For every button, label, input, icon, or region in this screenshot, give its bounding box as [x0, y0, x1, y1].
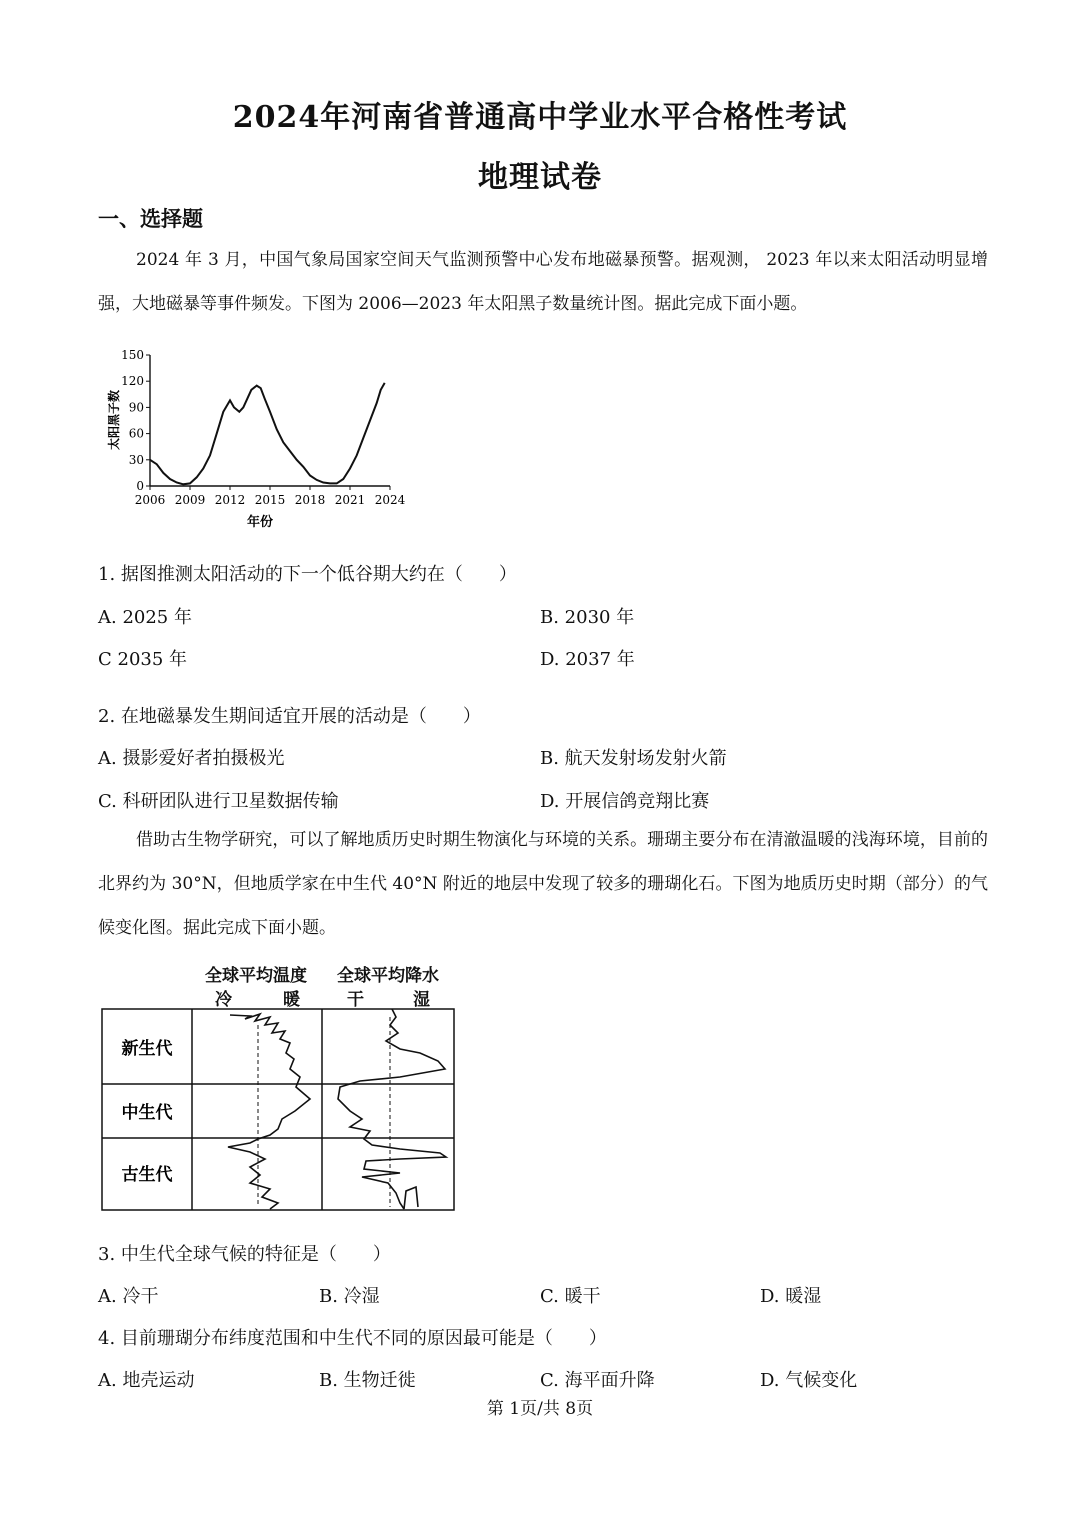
- chart-ticks: [121, 348, 406, 507]
- q2-option-c[interactable]: C. 科研团队进行卫星数据传输: [98, 791, 339, 812]
- climate-figure: [100, 1007, 460, 1212]
- temp-cold-label: 冷: [215, 990, 232, 1010]
- temp-header: 全球平均温度: [205, 966, 307, 986]
- y-tick-label: 30: [128, 452, 144, 467]
- x-tick-label: 2018: [294, 493, 326, 507]
- chart-ylabel: 太阳黑子数: [107, 389, 121, 451]
- x-tick-label: 2006: [134, 493, 166, 507]
- passage-2: 借助古生物学研究，可以了解地质历史时期生物演化与环境的关系。珊瑚主要分布在清澈温暖的浅海环境，目前的北界约为 30°N，但地质学家在中生代 40°N 附近的地层中发现了较多的珊瑚化石。下图为地质历史时期（部分）的气候变化图。据此完成下面小题。: [98, 830, 988, 938]
- q2-option-a[interactable]: A. 摄影爱好者拍摄极光: [98, 748, 285, 769]
- q4-option-b[interactable]: B. 生物迁徙: [319, 1370, 416, 1391]
- era-label-paleozoic: 古生代: [121, 1165, 173, 1185]
- passage-1: 2024 年 3 月，中国气象局国家空间天气监测预警中心发布地磁暴预警。据观测， 2023 年以来太阳活动明显增强，大地磁暴等事件频发。下图为 2006—2023 年太阳黑子数量统计图。据此完成下面小题。: [98, 250, 988, 314]
- q2-option-b[interactable]: B. 航天发射场发射火箭: [540, 748, 727, 769]
- q2-option-d[interactable]: D. 开展信鸽竞翔比赛: [540, 791, 710, 812]
- q3-option-c[interactable]: C. 暖干: [540, 1286, 601, 1307]
- x-tick-label: 2021: [334, 493, 366, 507]
- question-1: 1. 据图推测太阳活动的下一个低谷期大约在（ ）: [98, 564, 517, 585]
- q3-option-a[interactable]: A. 冷干: [98, 1286, 159, 1307]
- section-heading: 一、选择题: [98, 206, 203, 231]
- q1-option-c[interactable]: C 2035 年: [98, 649, 188, 670]
- exam-title: 2024年河南省普通高中学业水平合格性考试: [232, 100, 848, 135]
- x-tick-label: 2015: [254, 493, 286, 507]
- y-tick-label: 120: [121, 374, 144, 389]
- precip-wet-label: 湿: [413, 990, 430, 1010]
- q1-option-a[interactable]: A. 2025 年: [98, 607, 192, 628]
- q4-option-c[interactable]: C. 海平面升降: [540, 1370, 655, 1391]
- page-footer: 第 1页/共 8页: [486, 1399, 594, 1419]
- era-label-mesozoic: 中生代: [121, 1103, 173, 1123]
- precip-dry-label: 干: [347, 990, 364, 1010]
- question-4: 4. 目前珊瑚分布纬度范围和中生代不同的原因最可能是（ ）: [98, 1328, 607, 1349]
- q4-option-d[interactable]: D. 气候变化: [760, 1370, 858, 1391]
- q3-option-b[interactable]: B. 冷湿: [319, 1286, 380, 1307]
- temp-warm-label: 暖: [283, 990, 300, 1010]
- q1-option-b[interactable]: B. 2030 年: [540, 607, 635, 628]
- x-tick-label: 2012: [214, 493, 246, 507]
- x-tick-label: 2024: [374, 493, 406, 507]
- y-tick-label: 90: [128, 400, 144, 415]
- exam-subtitle: 地理试卷: [478, 160, 602, 195]
- q4-option-a[interactable]: A. 地壳运动: [98, 1370, 195, 1391]
- q3-option-d[interactable]: D. 暖湿: [760, 1286, 822, 1307]
- question-2: 2. 在地磁暴发生期间适宜开展的活动是（ ）: [98, 706, 481, 727]
- era-label-cenozoic: 新生代: [121, 1039, 173, 1059]
- y-tick-label: 0: [136, 479, 144, 493]
- precipitation-curve: [338, 1009, 446, 1209]
- y-tick-label: 150: [121, 348, 144, 362]
- precip-header: 全球平均降水: [337, 966, 439, 986]
- y-tick-label: 60: [128, 426, 144, 441]
- chart-xlabel: 年份: [246, 515, 274, 530]
- question-3: 3. 中生代全球气候的特征是（ ）: [98, 1244, 391, 1265]
- temperature-curve: [228, 1014, 310, 1209]
- x-tick-label: 2009: [174, 493, 206, 507]
- q1-option-d[interactable]: D. 2037 年: [540, 649, 635, 670]
- sunspot-series-line: [150, 383, 385, 484]
- sunspot-chart: [98, 340, 418, 540]
- chart-axes: [150, 355, 390, 486]
